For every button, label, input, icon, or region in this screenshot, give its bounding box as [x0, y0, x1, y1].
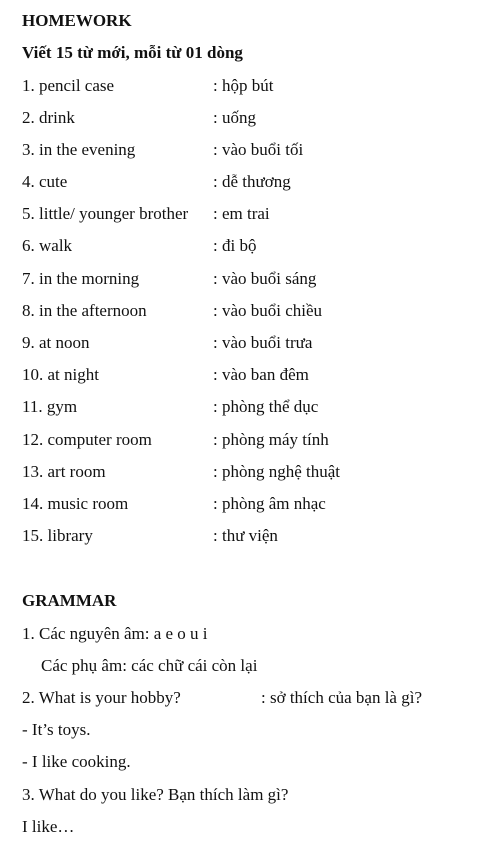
vocab-item	[22, 494, 462, 514]
vocab-vietnamese: : vào buổi sáng	[213, 269, 317, 288]
vocab-item	[22, 236, 462, 256]
vocab-english: 7. in the morning	[22, 269, 140, 288]
vocab-item	[22, 365, 462, 385]
grammar-vowels: 1. Các nguyên âm: a e o u i	[22, 624, 208, 643]
vocab-english: 4. cute	[22, 172, 68, 191]
vocab-vietnamese: : thư viện	[213, 526, 278, 545]
vocab-english: 1. pencil case	[22, 76, 115, 95]
vocab-vietnamese: : vào ban đêm	[213, 365, 309, 384]
vocab-english: 12. computer room	[22, 430, 152, 449]
vocab-item	[22, 108, 462, 128]
vocab-vietnamese: : vào buổi trưa	[213, 333, 313, 352]
vocab-english: 8. in the afternoon	[22, 301, 147, 320]
vocab-english: 10. at night	[22, 365, 99, 384]
vocab-vietnamese: : vào buổi chiều	[213, 301, 323, 320]
vocab-english: 3. in the evening	[22, 140, 136, 159]
vocab-vietnamese: : phòng máy tính	[213, 430, 329, 449]
vocab-english: 9. at noon	[22, 333, 90, 352]
vocab-english: 6. walk	[22, 236, 73, 255]
vocab-item	[22, 526, 462, 546]
grammar-title: GRAMMAR	[22, 591, 117, 610]
vocab-english: 11. gym	[22, 397, 78, 416]
vocab-vietnamese: : phòng nghệ thuật	[213, 462, 341, 481]
grammar-consonants: Các phụ âm: các chữ cái còn lại	[41, 656, 258, 675]
vocab-item	[22, 430, 462, 450]
hobby-answer-1: - It’s toys.	[22, 720, 91, 739]
like-answer: I like…	[22, 817, 75, 836]
vocab-item	[22, 172, 462, 192]
vocab-english: 15. library	[22, 526, 93, 545]
vocab-item	[22, 140, 462, 160]
vocab-vietnamese: : vào buổi tối	[213, 140, 304, 159]
vocab-vietnamese: : phòng thể dục	[213, 397, 319, 416]
vocab-vietnamese: : dễ thương	[213, 172, 291, 191]
vocab-vietnamese: : hộp bút	[213, 76, 274, 95]
hobby-meaning: : sở thích của bạn là gì?	[261, 688, 422, 707]
like-question: 3. What do you like? Bạn thích làm gì?	[22, 785, 289, 804]
vocab-vietnamese: : phòng âm nhạc	[213, 494, 326, 513]
hobby-question: 2. What is your hobby?	[22, 688, 181, 707]
grammar-hobby-row	[22, 688, 472, 708]
vocab-english: 13. art room	[22, 462, 106, 481]
vocab-english: 2. drink	[22, 108, 75, 127]
vocab-item	[22, 76, 462, 96]
vocab-item	[22, 269, 462, 289]
hobby-answer-2: - I like cooking.	[22, 752, 131, 771]
vocab-item	[22, 333, 462, 353]
homework-instruction: Viết 15 từ mới, mỗi từ 01 dòng	[22, 43, 243, 62]
vocab-english: 5. little/ younger brother	[22, 204, 189, 223]
vocab-english: 14. music room	[22, 494, 129, 513]
vocab-item	[22, 397, 462, 417]
homework-title: HOMEWORK	[22, 11, 132, 30]
vocab-item	[22, 204, 462, 224]
vocab-item	[22, 301, 462, 321]
vocab-vietnamese: : đi bộ	[213, 236, 257, 255]
vocab-vietnamese: : uống	[213, 108, 256, 127]
vocab-item	[22, 462, 462, 482]
vocab-vietnamese: : em trai	[213, 204, 270, 223]
